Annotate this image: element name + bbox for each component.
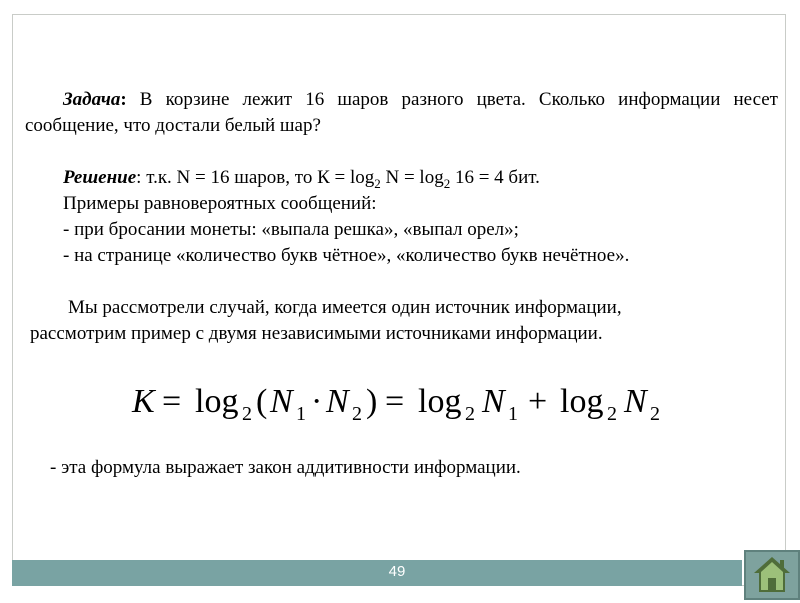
formula-plus: +: [528, 383, 548, 420]
examples-heading: Примеры равновероятных сообщений:: [63, 193, 377, 214]
page-number: 49: [388, 563, 406, 580]
formula-base-2: 2: [465, 403, 475, 425]
paragraph-line-1: Мы рассмотрели случай, когда имеется один источник информации,: [68, 297, 622, 318]
task-label: Задача: [63, 89, 121, 110]
formula-n1-a: N: [270, 383, 293, 420]
formula-lparen: (: [256, 383, 268, 420]
example-item-2: - на странице «количество букв чётное», «количество букв нечётное».: [63, 245, 630, 266]
task-text: В корзине лежит 16 шаров разного цвета. Сколько информации несет сообщение, что достали белый шар?: [25, 89, 778, 136]
formula-sub1-a: 1: [296, 403, 306, 425]
conclusion-text: - эта формула выражает закон аддитивности информации.: [50, 457, 521, 478]
example-item-1: - при бросании монеты: «выпала решка», «выпал орел»;: [63, 219, 519, 240]
formula-base-3: 2: [607, 403, 617, 425]
formula-sub2-a: 2: [352, 403, 362, 425]
formula-n1-b: N: [482, 383, 505, 420]
formula-rparen: ): [366, 383, 378, 420]
task-colon: :: [120, 89, 127, 110]
formula-log-1: log: [195, 383, 239, 420]
solution-sub-b: 2: [443, 176, 451, 191]
formula-eq-2: =: [385, 383, 405, 420]
formula-log-2: log: [418, 383, 462, 420]
home-icon: [746, 552, 798, 598]
formula-n2-b: N: [624, 383, 647, 420]
footer-bar: [12, 560, 742, 586]
formula-sub2-b: 2: [650, 403, 660, 425]
formula-k: K: [132, 383, 155, 420]
solution-text-b: N = log: [380, 167, 444, 188]
solution-label: Решение: [63, 167, 137, 188]
solution-text-c: 16 = 4 бит.: [450, 167, 540, 188]
task-paragraph: [25, 87, 778, 139]
home-button[interactable]: [744, 550, 800, 600]
formula-sub1-b: 1: [508, 403, 518, 425]
formula-log-3: log: [560, 383, 604, 420]
formula-base-1: 2: [242, 403, 252, 425]
formula-dot: ·: [311, 383, 323, 420]
paragraph-line-2: рассмотрим пример с двумя независимыми источниками информации.: [30, 323, 603, 344]
solution-text-a: : т.к. N = 16 шаров, то К = log: [136, 167, 375, 188]
solution-line: [63, 165, 763, 192]
additivity-formula: [110, 378, 690, 428]
formula-eq-1: =: [162, 383, 182, 420]
solution-sub-a: 2: [374, 176, 381, 191]
formula-n2-a: N: [326, 383, 349, 420]
